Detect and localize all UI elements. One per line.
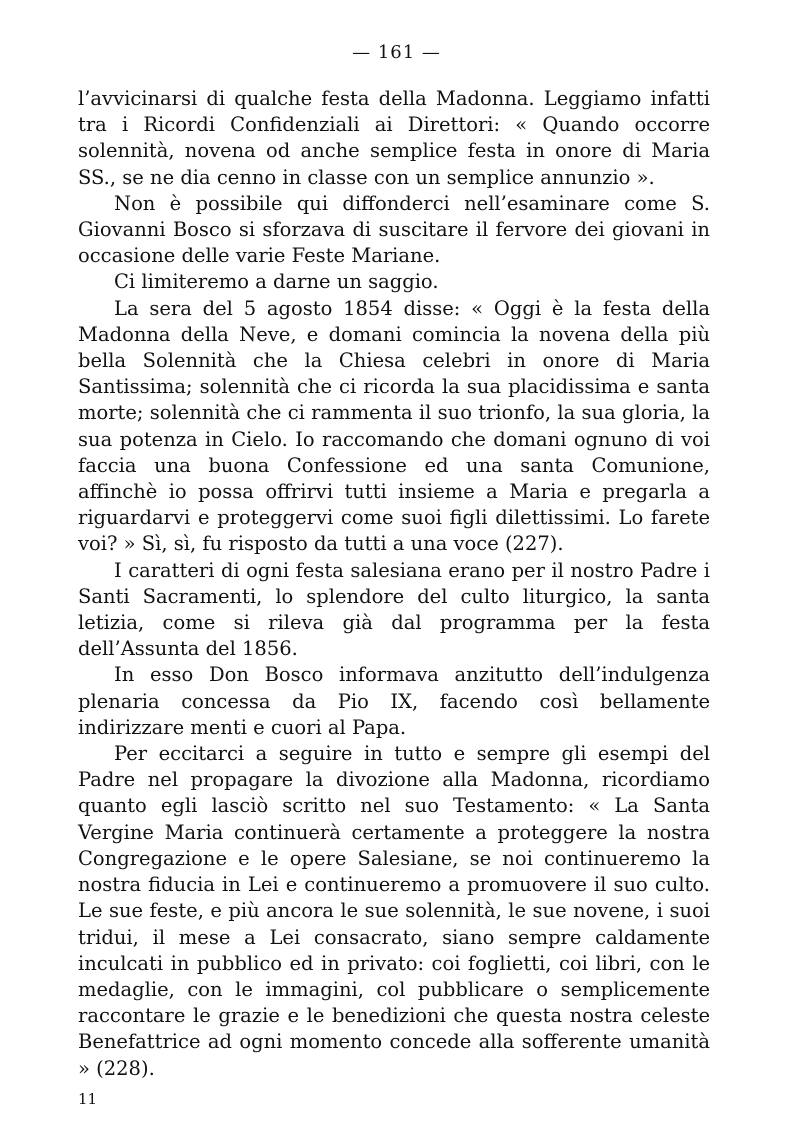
paragraph: In esso Don Bosco informava anzitutto dell’indulgenza plenaria concessa da Pio IX, facendo così bellamente indirizzare menti e cuori al Papa. (78, 663, 710, 739)
paragraph: l’avvicinarsi di qualche festa della Madonna. Leggiamo infatti tra i Ricordi Confidenziali ai Direttori: « Quando occorre solennità, novena od anche semplice festa in onore di Maria SS., se ne dia cenno in classe con un semplice annunzio ». (78, 87, 710, 189)
paragraph: Per eccitarci a seguire in tutto e sempre gli esempi del Padre nel propagare la divozione alla Madonna, ricordiamo quanto egli lasciò scritto nel suo Testamento: « La Santa Vergine Maria continuerà certamente a proteggere la nostra Congregazione e le opere Salesiane, se noi continueremo la nostra fiducia in Lei e continueremo a promuovere il suo culto. Le sue feste, e più ancora le sue solennità, le sue novene, i suoi tridui, il mese a Lei consacrato, siano sempre caldamente inculcati in pubblico ed in privato: coi foglietti, coi libri, con le medaglie, con le immagini, col pubblicare o semplicemente raccontare le grazie e le benedizioni che questa nostra celeste Benefattrice ad ogni momento concede alla sofferente umanità » (228). (78, 742, 710, 1080)
page-number: — 161 — (352, 42, 441, 63)
signature-mark: 11 (78, 1090, 98, 1108)
paragraph: I caratteri di ogni festa salesiana erano per il nostro Padre i Santi Sacramenti, lo splendore del culto liturgico, la santa letizia, come si rileva già dal programma per la festa dell’Assunta del 1856. (78, 558, 710, 661)
paragraph: Non è possibile qui diffonderci nell’esaminare come S. Giovanni Bosco si sforzava di suscitare il fervore dei giovani in occasione delle varie Feste Mariane. (78, 191, 710, 268)
body-text (78, 86, 710, 1082)
paragraph: La sera del 5 agosto 1854 disse: « Oggi è la festa della Madonna della Neve, e domani comincia la novena della più bella Solennità che la Chiesa celebri in onore di Maria Santissima; solennità che ci ricorda la sua placidissima e santa morte; solennità che ci rammenta il suo trionfo, la sua gloria, la sua potenza in Cielo. Io raccomando che domani ognuno di voi faccia una buona Confessione ed una santa Comunione, affinchè io possa offrirvi tutti insieme a Maria e pregarla a riguardarvi e proteggervi come suoi figli dilettissimi. Lo farete voi? » Sì, sì, fu risposto da tutti a una voce (227). (78, 296, 710, 556)
paragraph: Ci limiteremo a darne un saggio. (114, 270, 439, 294)
